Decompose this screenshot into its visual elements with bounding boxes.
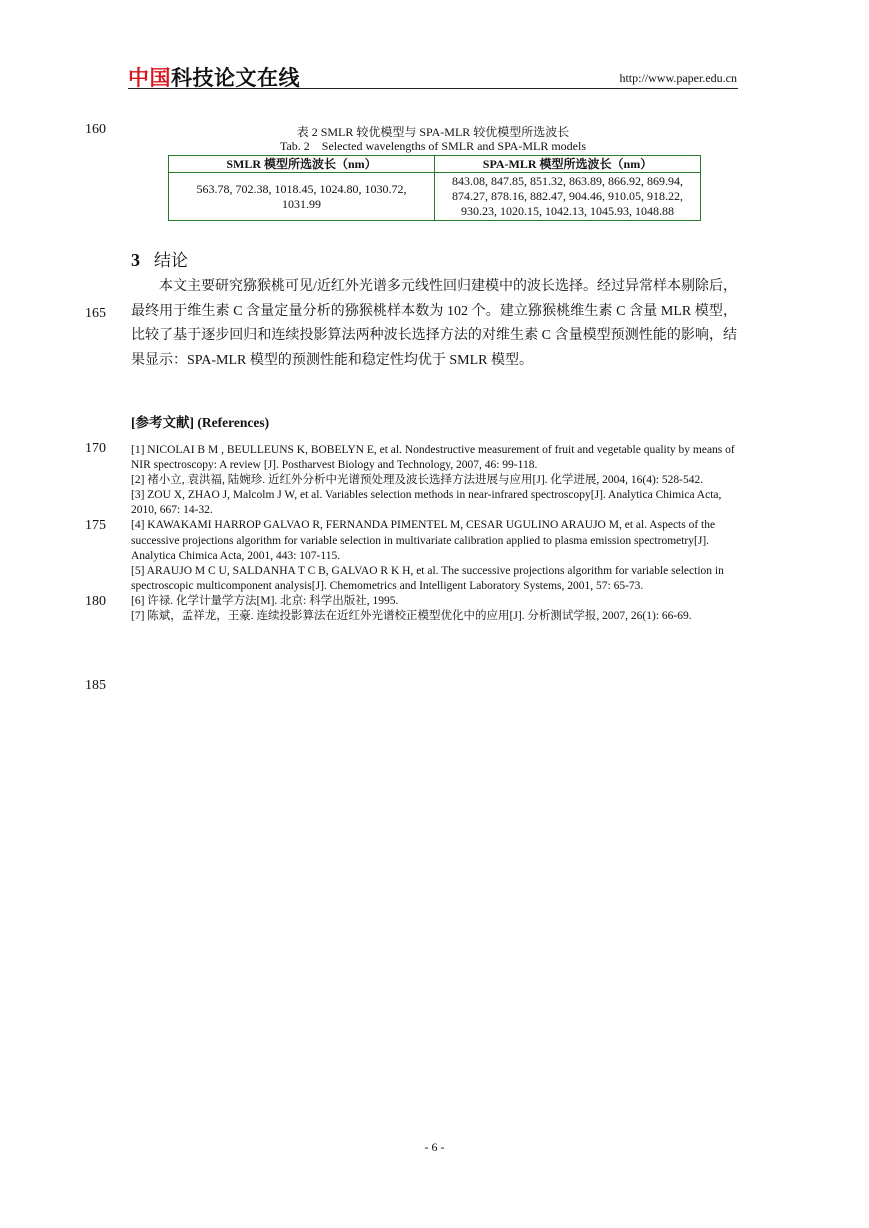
table-caption-cn: 表 2 SMLR 较优模型与 SPA-MLR 较优模型所选波长 — [296, 125, 570, 139]
line-number-175: 175 — [85, 518, 106, 533]
page-number: - 6 - — [424, 1140, 445, 1154]
reference-item: [6] 许禄. 化学计量学方法[M]. 北京: 科学出版社, 1995. — [131, 594, 399, 607]
table-header-spa-mlr: SPA-MLR 模型所选波长（nm） — [435, 156, 701, 173]
line-number-165: 165 — [85, 306, 106, 321]
logo-red-text: 中国 — [128, 66, 171, 90]
line-number-160: 160 — [85, 122, 106, 137]
reference-item: [1] NICOLAI B M , BEULLEUNS K, BOBELYN E, et al. Nondestructive measurement of fruit and vegetable quality by means of NIR spectroscopy: A review [J]. Postharvest Biology and Technology, 2007, 46: 99-118. — [131, 444, 735, 472]
reference-item: [3] ZOU X, ZHAO J, Malcolm J W, et al. Variables selection methods in near-infrared spectroscopy[J]. Analytica Chimica Acta, 2010, 667: 14-32. — [131, 489, 722, 517]
conclusion-paragraph: 本文主要研究猕猴桃可见/近红外光谱多元线性回归建模中的波长选择。经过异常样本剔除后，最终用于维生素 C 含量定量分析的猕猴桃样本数为 102 个。建立猕猴桃维生素 C 含量 MLR 模型，比较了基于逐步回归和连续投影算法两种波长选择方法的对维生素 C 含量模型预测性能的影响，结果显示：SPA-MLR 模型的预测性能和稳定性均优于 SMLR 模型。 — [131, 279, 737, 368]
line-number-185: 185 — [85, 678, 106, 693]
reference-item: [2] 褚小立, 袁洪福, 陆婉珍. 近红外分析中光谱预处理及波长选择方法进展与应用[J]. 化学进展, 2004, 16(4): 528-542. — [131, 474, 704, 487]
reference-list — [131, 443, 737, 624]
section-number: 3 — [131, 250, 140, 270]
table-header-row — [169, 156, 701, 173]
header-url[interactable]: http://www.paper.edu.cn — [619, 71, 737, 85]
line-number-170: 170 — [85, 441, 106, 456]
table-caption-en: Tab. 2 Selected wavelengths of SMLR and SPA-MLR models — [279, 139, 587, 153]
section-title: 结论 — [154, 251, 188, 271]
reference-item: [4] KAWAKAMI HARROP GALVAO R, FERNANDA PIMENTEL M, CESAR UGULINO ARAUJO M, et al. Aspects of the successive projections algorithm for variable selection in multivariate calibration applied to plasma emission spectrometry[J]. Analytica Chimica Acta, 2001, 443: 107-115. — [131, 519, 716, 562]
conclusion-body — [131, 275, 737, 373]
logo-black-text: 科技论文在线 — [171, 66, 300, 90]
reference-item: [7] 陈斌，孟祥龙，王豪. 连续投影算法在近红外光谱校正模型优化中的应用[J]. 分析测试学报, 2007, 26(1): 66-69. — [131, 610, 692, 623]
header-divider — [128, 88, 738, 89]
section-heading — [131, 246, 188, 271]
table-row — [169, 173, 701, 221]
table-cell-spa-mlr: 843.08, 847.85, 851.32, 863.89, 866.92, 869.94, 874.27, 878.16, 882.47, 904.46, 910.05, 918.22, 930.23, 1020.15, 1042.13, 1045.93, 1048.88 — [435, 173, 701, 221]
references-heading: [参考文献] (References) — [131, 415, 270, 430]
table-cell-smlr: 563.78, 702.38, 1018.45, 1024.80, 1030.72, 1031.99 — [169, 173, 435, 221]
wavelength-table — [168, 155, 701, 221]
reference-item: [5] ARAUJO M C U, SALDANHA T C B, GALVAO R K H, et al. The successive projections algorithm for variable selection in spectroscopic multicomponent analysis[J]. Chemometrics and Intelligent Laboratory Systems, 2001, 57: 65-73. — [131, 564, 724, 592]
line-number-180: 180 — [85, 594, 106, 609]
table-header-smlr: SMLR 模型所选波长（nm） — [169, 156, 435, 173]
